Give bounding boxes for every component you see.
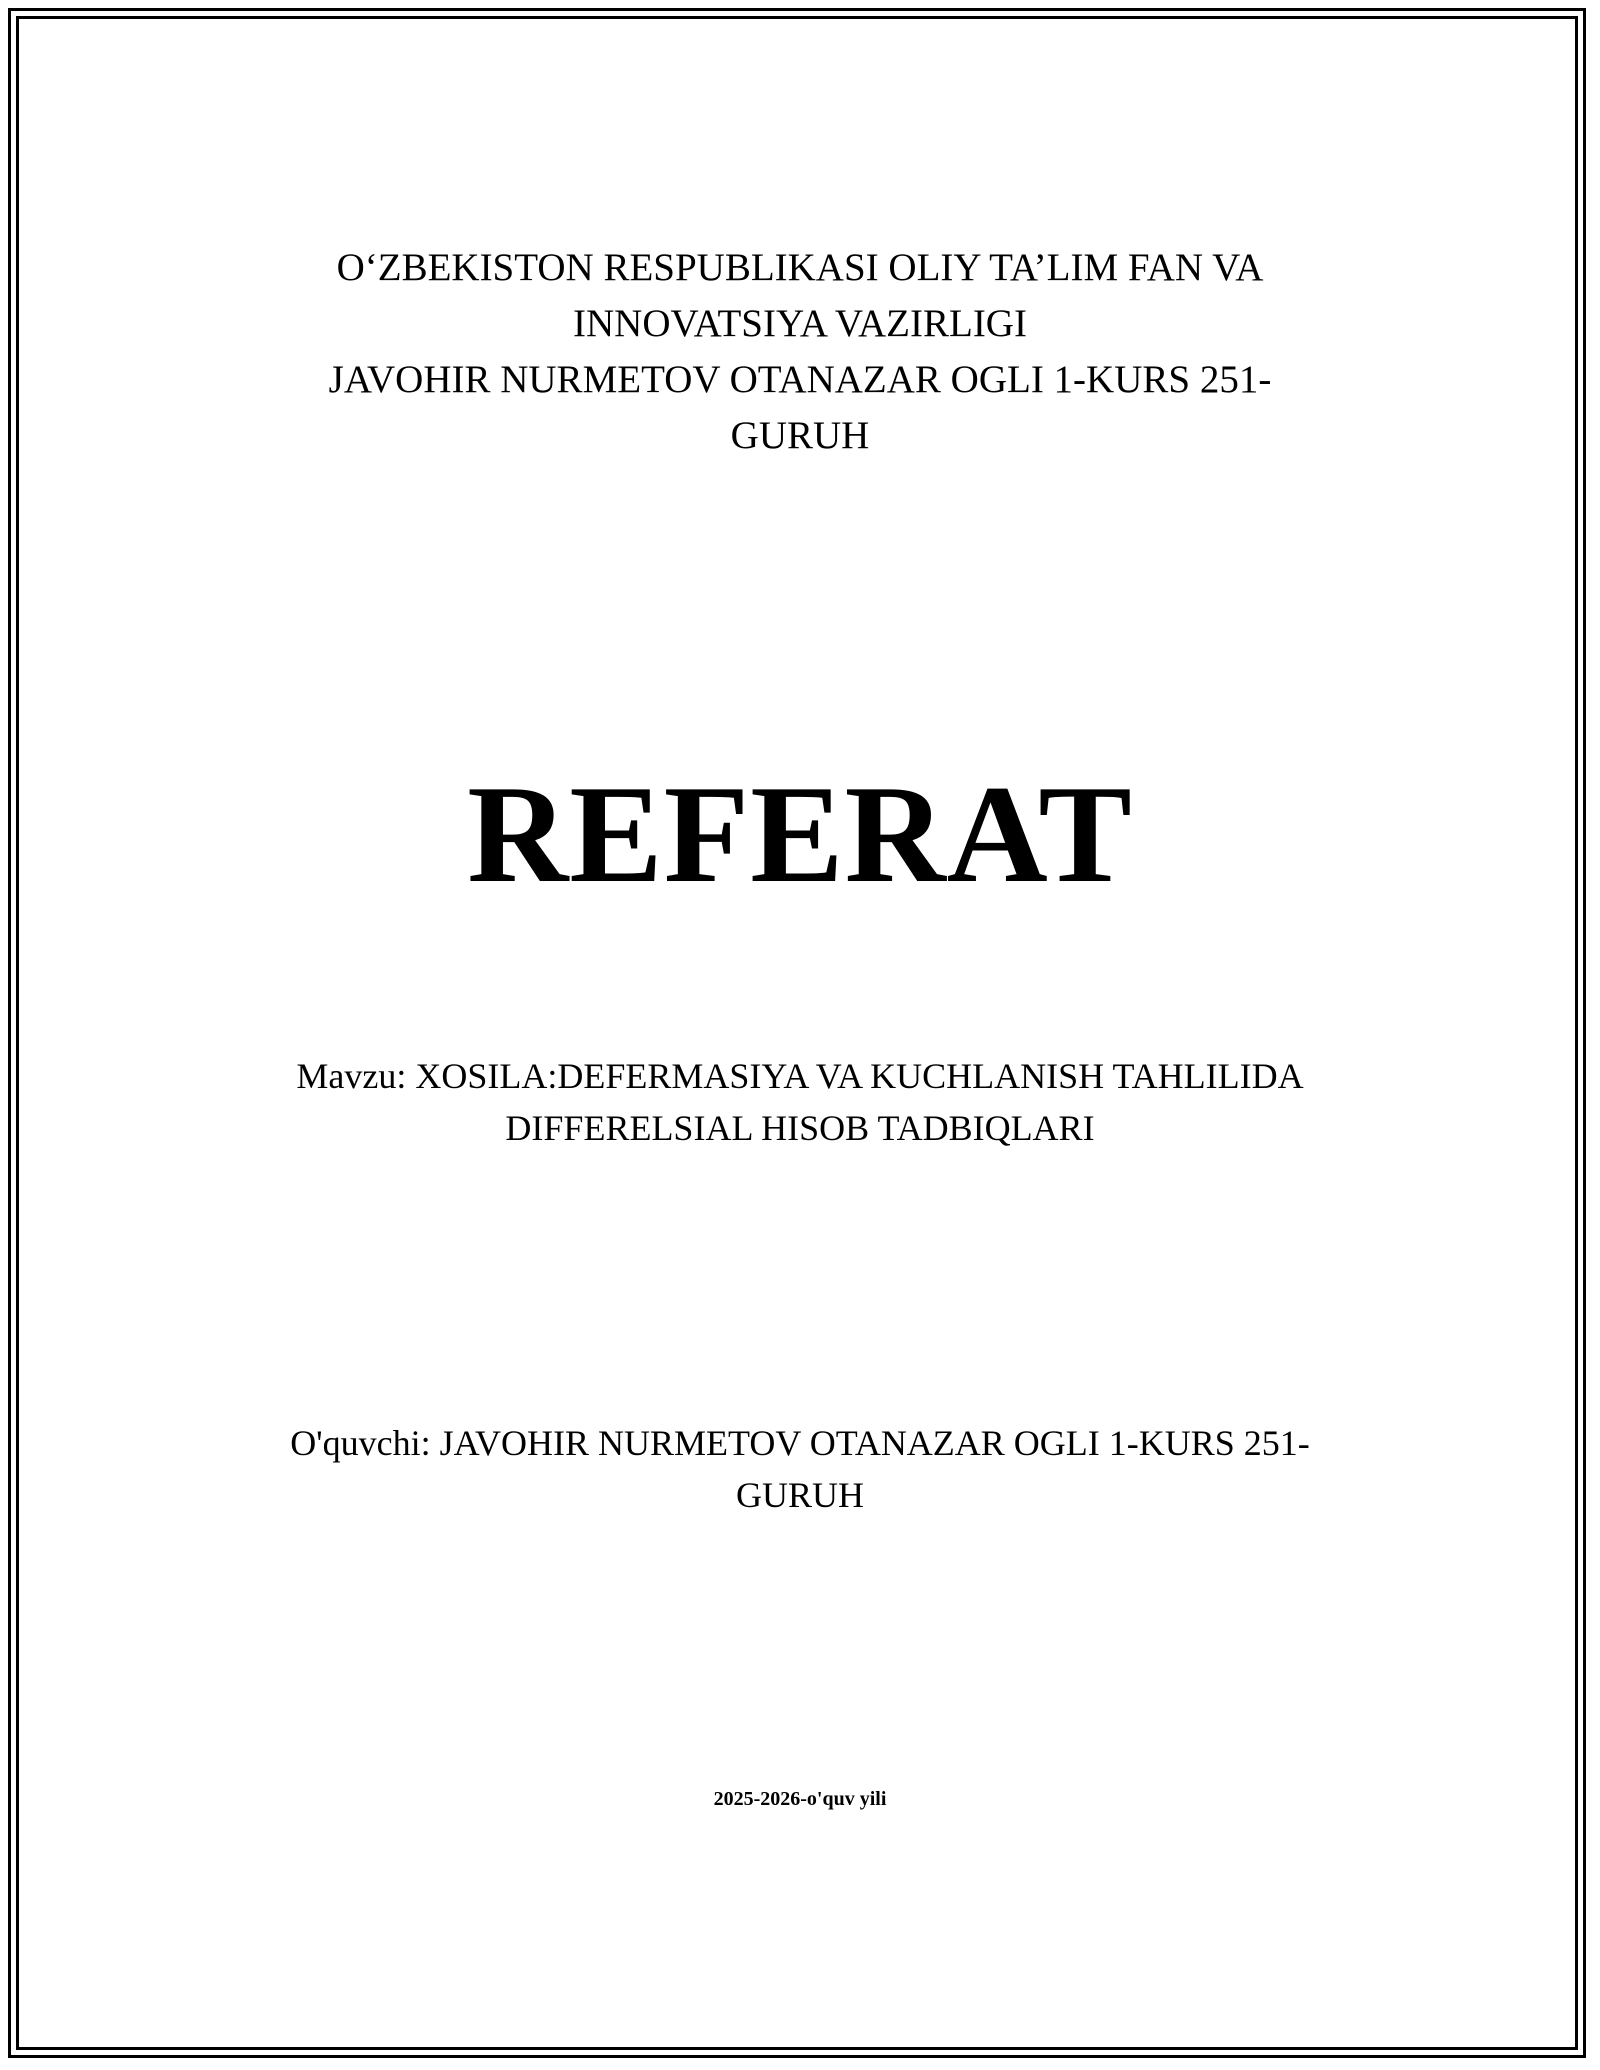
ministry-header bbox=[0, 240, 1600, 464]
topic-block bbox=[0, 1050, 1600, 1154]
student-line-1: O'quvchi: JAVOHIR NURMETOV OTANAZAR OGLI 1-KURS 251- bbox=[290, 1423, 1310, 1463]
header-line-4: GURUH bbox=[730, 414, 870, 457]
header-line-1: O‘ZBEKISTON RESPUBLIKASI OLIY TA’LIM FAN VA bbox=[336, 246, 1264, 289]
academic-year: 2025-2026-o'quv yili bbox=[713, 1788, 887, 1810]
header-line-2: INNOVATSIYA VAZIRLIGI bbox=[573, 302, 1027, 345]
topic-line-2: DIFFERELSIAL HISOB TADBIQLARI bbox=[505, 1108, 1095, 1148]
student-line-2: GURUH bbox=[735, 1475, 864, 1515]
document-title: REFERAT bbox=[467, 757, 1133, 912]
header-line-3: JAVOHIR NURMETOV OTANAZAR OGLI 1-KURS 251- bbox=[328, 358, 1272, 401]
student-block bbox=[0, 1417, 1600, 1521]
topic-line-1: Mavzu: XOSILA:DEFERMASIYA VA KUCHLANISH TAHLILIDA bbox=[296, 1056, 1304, 1096]
